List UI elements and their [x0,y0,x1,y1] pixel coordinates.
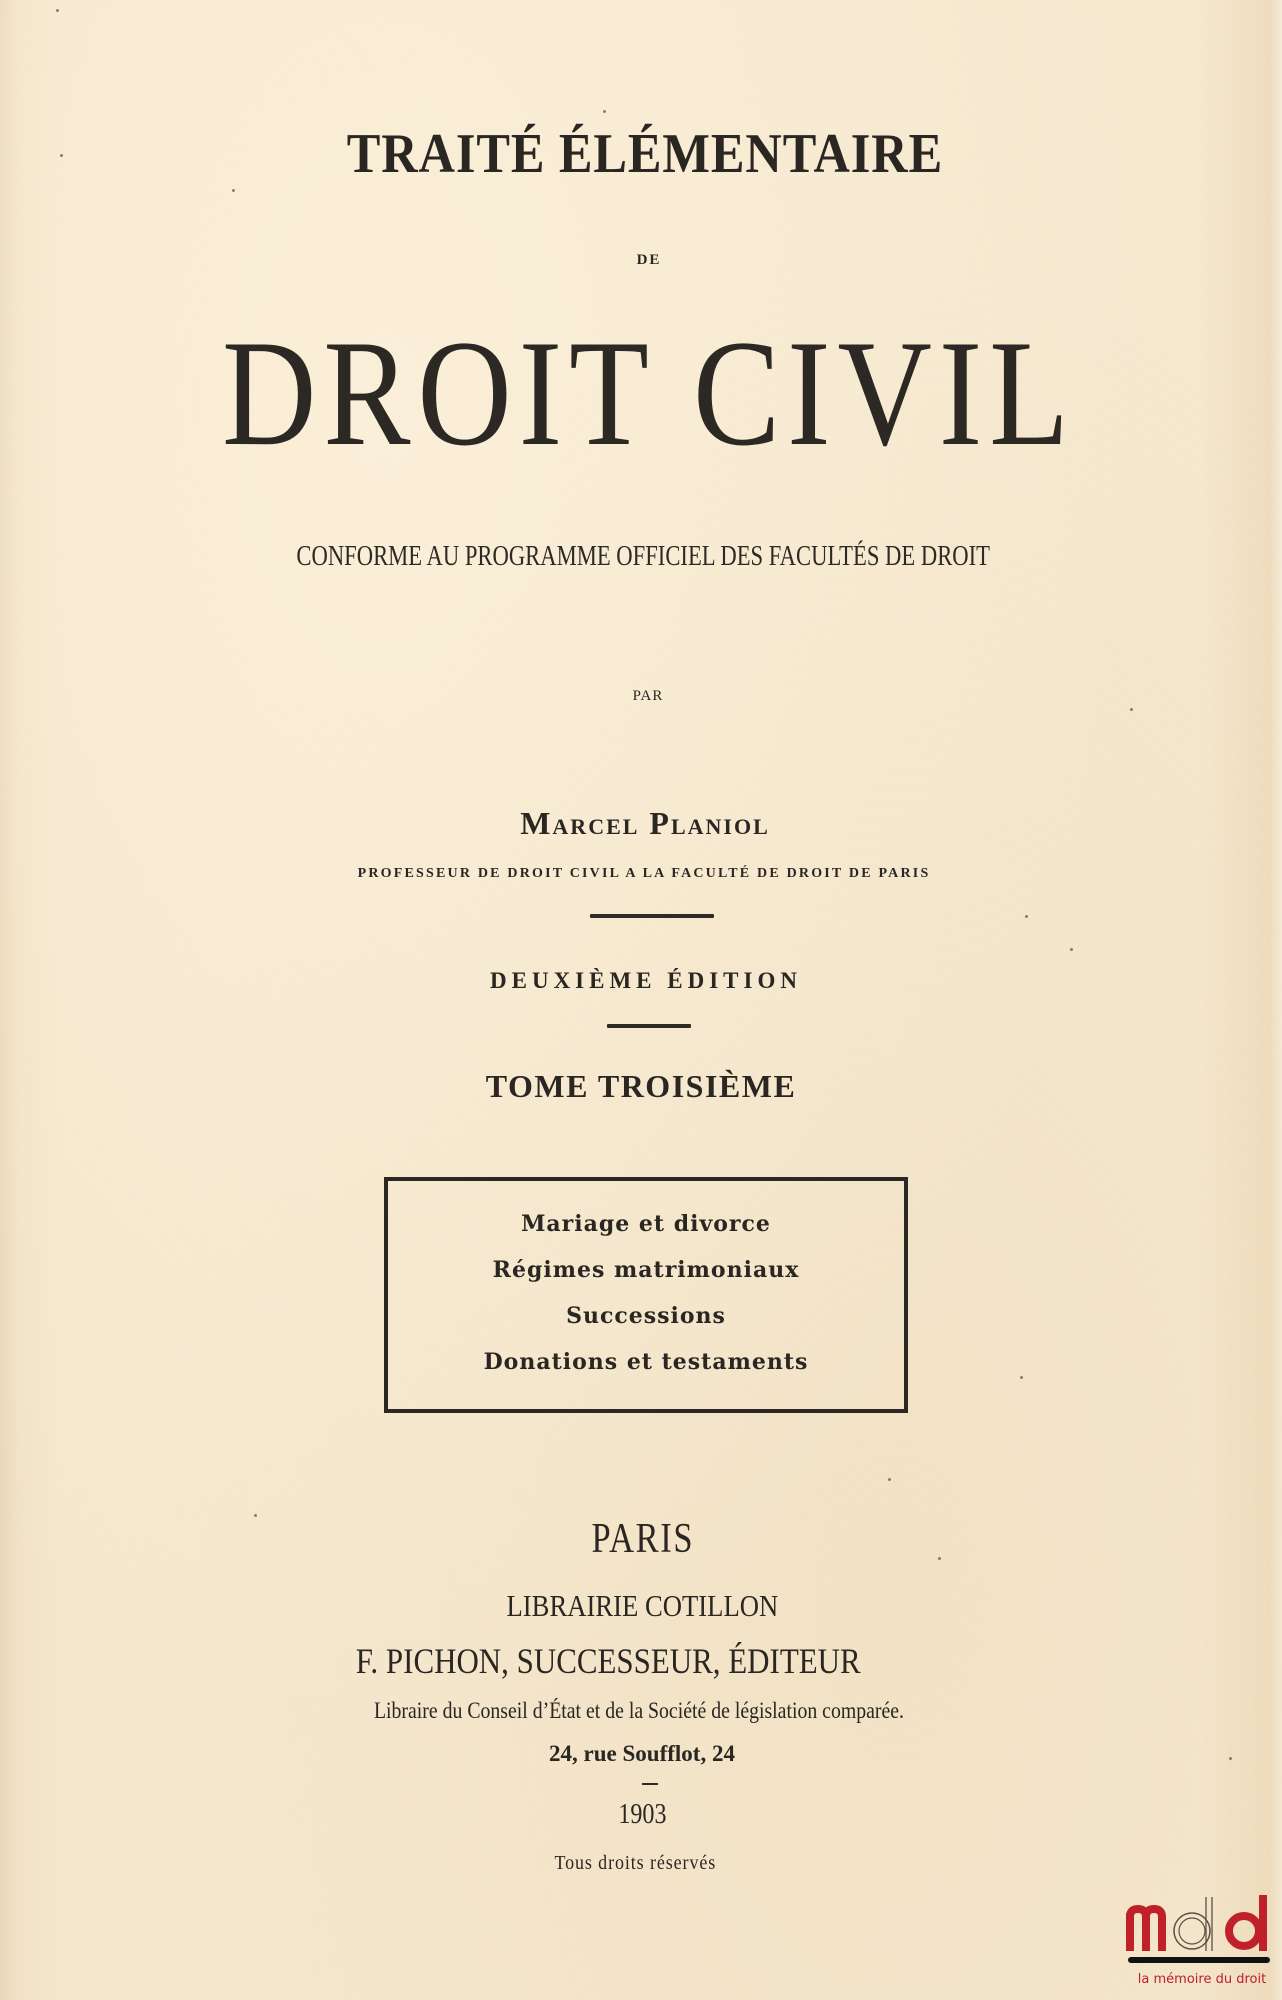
author-name: Marcel Planiol [520,805,770,841]
imprint-year: 1903 [618,1799,667,1830]
imprint-publisher: F. PICHON, SUCCESSEUR, ÉDITEUR [355,1641,861,1681]
subtitle: CONFORME AU PROGRAMME OFFICIEL DES FACULTÉS DE DROIT [296,540,990,572]
rights-notice: Tous droits réservés [554,1852,717,1874]
paper-speck [232,189,235,192]
divider-rule [590,914,714,918]
author-title: PROFESSEUR DE DROIT CIVIL A LA FACULTÉ DE DROIT DE PARIS [357,866,931,881]
title-top: TRAITÉ ÉLÉMENTAIRE [346,123,944,185]
paper-speck [938,1557,941,1560]
paper-speck [1130,708,1133,711]
paper-speck [1229,1757,1232,1760]
paper-speck [60,154,63,157]
edition: DEUXIÈME ÉDITION [490,968,802,993]
title-connector: DE [636,252,662,268]
by-label: PAR [632,688,664,704]
topic-item: Donations et testaments [483,1349,809,1375]
mdd-logo-icon [1126,1893,1274,1953]
paper-speck [254,1514,257,1517]
paper-speck [888,1478,891,1481]
logo-bar [1128,1957,1270,1963]
volume: TOME TROISIÈME [485,1068,797,1104]
paper-speck [1025,915,1028,918]
paper-speck [603,110,606,113]
dash-divider [642,1783,658,1785]
topic-item: Successions [566,1303,726,1329]
imprint-city: PARIS [591,1516,695,1562]
imprint-address: 24, rue Soufflot, 24 [549,1741,735,1766]
topics-box [384,1177,908,1413]
main-title: DROIT CIVIL [222,309,1076,477]
topic-item: Mariage et divorce [521,1211,771,1237]
divider-rule [607,1024,691,1028]
paper-speck [1020,1376,1023,1379]
logo-tagline: la mémoire du droit [1137,1972,1267,1987]
topic-item: Régimes matrimoniaux [492,1257,800,1283]
paper-speck [1070,948,1073,951]
mdd-logo [1122,1893,1282,2000]
imprint-bookstore: LIBRAIRIE COTILLON [506,1588,779,1623]
paper-speck [56,9,59,12]
imprint-affiliation: Libraire du Conseil d’État et de la Société de législation comparée. [373,1698,904,1723]
